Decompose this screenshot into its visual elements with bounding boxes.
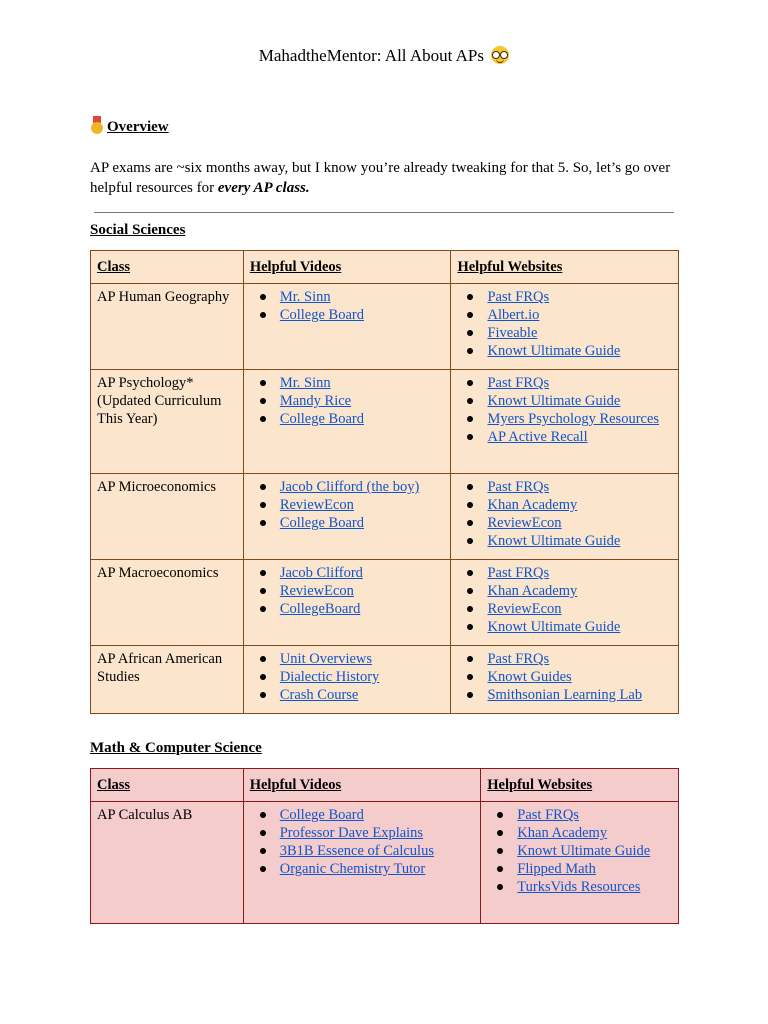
table-header-row xyxy=(91,769,679,802)
list-item xyxy=(517,806,672,824)
website-link[interactable]: ReviewEcon xyxy=(487,515,562,531)
list-item xyxy=(487,532,672,550)
list-item xyxy=(280,650,445,668)
header-class: Class xyxy=(91,251,244,284)
list-item xyxy=(487,686,672,704)
video-link[interactable]: Mandy Rice xyxy=(279,393,352,409)
list-item xyxy=(487,514,672,532)
list-item xyxy=(280,842,475,860)
video-link[interactable]: Unit Overviews xyxy=(279,651,373,667)
list-item xyxy=(280,668,445,686)
overview-label: Overview xyxy=(107,119,169,135)
website-link[interactable]: Myers Psychology Resources xyxy=(487,411,660,427)
websites-list xyxy=(487,806,672,896)
list-item xyxy=(280,410,445,428)
website-link[interactable]: Khan Academy xyxy=(487,497,578,513)
videos-list xyxy=(250,288,445,324)
list-item xyxy=(280,686,445,704)
list-item xyxy=(280,564,445,582)
website-link[interactable]: Knowt Ultimate Guide xyxy=(487,533,621,549)
header-websites: Helpful Websites xyxy=(451,251,679,284)
list-item xyxy=(280,514,445,532)
list-item xyxy=(280,496,445,514)
video-link[interactable]: College Board xyxy=(279,807,364,823)
page-title xyxy=(0,46,768,66)
video-link[interactable]: CollegeBoard xyxy=(279,601,361,617)
list-item xyxy=(487,428,672,446)
websites-list xyxy=(457,650,672,704)
list-item xyxy=(487,600,672,618)
websites-list xyxy=(457,478,672,550)
class-name: AP Macroeconomics xyxy=(91,560,244,646)
website-link[interactable]: Khan Academy xyxy=(517,825,608,841)
list-item xyxy=(280,806,475,824)
list-item xyxy=(487,392,672,410)
list-item xyxy=(517,878,672,896)
list-item xyxy=(280,374,445,392)
websites-list xyxy=(457,374,672,446)
header-videos: Helpful Videos xyxy=(243,251,451,284)
list-item xyxy=(487,324,672,342)
list-item xyxy=(487,618,672,636)
horizontal-rule xyxy=(94,212,674,213)
class-name: AP Psychology* (Updated Curriculum This Year) xyxy=(91,370,244,474)
video-link[interactable]: ReviewEcon xyxy=(279,583,354,599)
title-text: MahadtheMentor: All About APs xyxy=(258,46,484,65)
website-link[interactable]: Past FRQs xyxy=(487,289,550,305)
list-item xyxy=(487,410,672,428)
table-row xyxy=(91,802,679,924)
videos-list xyxy=(250,564,445,618)
video-link[interactable]: Jacob Clifford (the boy) xyxy=(279,479,420,495)
video-link[interactable]: Professor Dave Explains xyxy=(279,825,424,841)
website-link[interactable]: Knowt Ultimate Guide xyxy=(487,343,621,359)
video-link[interactable]: College Board xyxy=(279,307,364,323)
header-websites: Helpful Websites xyxy=(481,769,679,802)
video-link[interactable]: College Board xyxy=(279,411,364,427)
list-item xyxy=(487,668,672,686)
list-item xyxy=(487,478,672,496)
website-link[interactable]: ReviewEcon xyxy=(487,601,562,617)
list-item xyxy=(487,650,672,668)
websites-list xyxy=(457,288,672,360)
list-item xyxy=(280,860,475,878)
list-item xyxy=(487,374,672,392)
list-item xyxy=(280,582,445,600)
social-sciences-heading: Social Sciences xyxy=(90,222,186,238)
video-link[interactable]: Mr. Sinn xyxy=(279,375,331,391)
overview-heading xyxy=(90,116,169,136)
intro-paragraph xyxy=(90,158,690,198)
list-item xyxy=(487,306,672,324)
website-link[interactable]: TurksVids Resources xyxy=(517,879,641,895)
list-item xyxy=(487,496,672,514)
list-item xyxy=(517,824,672,842)
intro-emphasis: every AP class. xyxy=(217,180,310,196)
list-item xyxy=(487,342,672,360)
list-item xyxy=(487,582,672,600)
table-row xyxy=(91,646,679,714)
videos-list xyxy=(250,806,475,878)
website-link[interactable]: Fiveable xyxy=(487,325,538,341)
table-header-row xyxy=(91,251,679,284)
list-item xyxy=(280,392,445,410)
class-name: AP Calculus AB xyxy=(91,802,244,924)
website-link[interactable]: Knowt Guides xyxy=(487,669,572,685)
website-link[interactable]: Knowt Ultimate Guide xyxy=(487,393,621,409)
videos-list xyxy=(250,650,445,704)
list-item xyxy=(517,842,672,860)
website-link[interactable]: Knowt Ultimate Guide xyxy=(487,619,621,635)
header-videos: Helpful Videos xyxy=(243,769,481,802)
table-row xyxy=(91,370,679,474)
nerd-face-icon xyxy=(491,46,509,64)
intro-text: AP exams are ~six months away, but I know you’re already tweaking for that 5. So, let’s go over helpful resources for xyxy=(90,160,671,196)
math-cs-table xyxy=(90,768,679,924)
website-link[interactable]: Past FRQs xyxy=(517,807,579,823)
video-link[interactable]: Crash Course xyxy=(279,687,359,703)
websites-list xyxy=(457,564,672,636)
medal-icon xyxy=(90,116,104,134)
list-item xyxy=(280,600,445,618)
table-row xyxy=(91,474,679,560)
social-sciences-table xyxy=(90,250,679,714)
video-link[interactable]: Dialectic History xyxy=(279,669,380,685)
list-item xyxy=(280,288,445,306)
list-item xyxy=(280,306,445,324)
table-row xyxy=(91,560,679,646)
website-link[interactable]: Khan Academy xyxy=(487,583,578,599)
website-link[interactable]: Smithsonian Learning Lab xyxy=(487,687,643,703)
website-link[interactable]: Past FRQs xyxy=(487,375,550,391)
list-item xyxy=(487,564,672,582)
list-item xyxy=(280,478,445,496)
video-link[interactable]: Mr. Sinn xyxy=(279,289,331,305)
video-link[interactable]: 3B1B Essence of Calculus xyxy=(279,843,434,859)
list-item xyxy=(487,288,672,306)
math-cs-heading: Math & Computer Science xyxy=(90,740,262,756)
list-item xyxy=(517,860,672,878)
video-link[interactable]: Jacob Clifford xyxy=(279,565,363,581)
list-item xyxy=(280,824,475,842)
header-class: Class xyxy=(91,769,244,802)
website-link[interactable]: Past FRQs xyxy=(487,565,550,581)
class-name: AP Microeconomics xyxy=(91,474,244,560)
website-link[interactable]: Knowt Ultimate Guide xyxy=(517,843,651,859)
website-link[interactable]: Flipped Math xyxy=(517,861,596,877)
video-link[interactable]: ReviewEcon xyxy=(279,497,354,513)
video-link[interactable]: College Board xyxy=(279,515,364,531)
class-name: AP African American Studies xyxy=(91,646,244,714)
class-name: AP Human Geography xyxy=(91,284,244,370)
videos-list xyxy=(250,478,445,532)
video-link[interactable]: Organic Chemistry Tutor xyxy=(279,861,426,877)
website-link[interactable]: Past FRQs xyxy=(487,651,550,667)
table-row xyxy=(91,284,679,370)
website-link[interactable]: AP Active Recall xyxy=(487,429,588,445)
website-link[interactable]: Past FRQs xyxy=(487,479,550,495)
website-link[interactable]: Albert.io xyxy=(487,307,540,323)
videos-list xyxy=(250,374,445,428)
